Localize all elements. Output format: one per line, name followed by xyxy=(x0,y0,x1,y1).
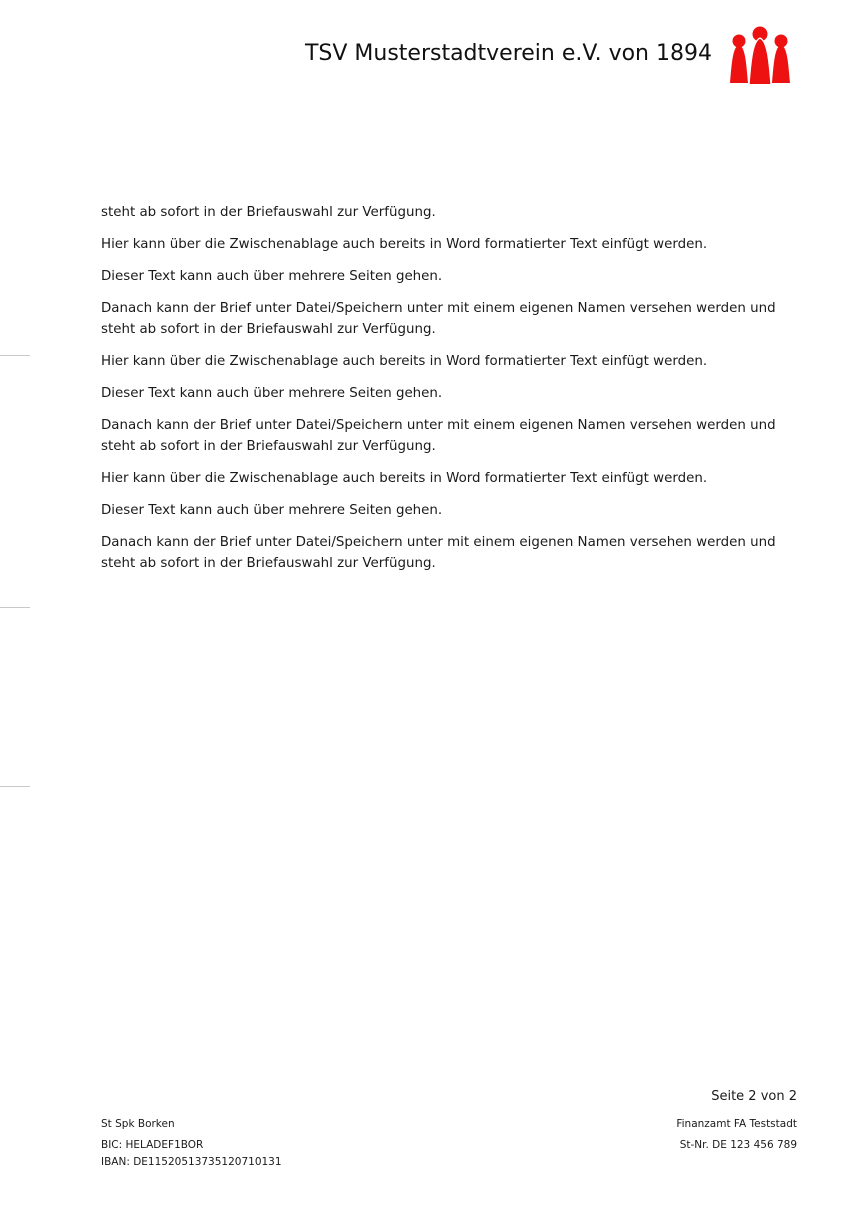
tax-office: Finanzamt FA Teststadt xyxy=(676,1118,797,1130)
body-line: Hier kann über die Zwischenablage auch bereits in Word formatierter Text einfügt werden. xyxy=(101,471,708,486)
body-line: Dieser Text kann auch über mehrere Seiten gehen. xyxy=(101,269,443,284)
body-line: steht ab sofort in der Briefauswahl zur Verfügung. xyxy=(101,322,436,337)
body-line: Hier kann über die Zwischenablage auch bereits in Word formatierter Text einfügt werden. xyxy=(101,237,708,252)
bank-details xyxy=(101,1116,282,1171)
red-game-figures-icon xyxy=(728,26,792,86)
body-line: Hier kann über die Zwischenablage auch bereits in Word formatierter Text einfügt werden. xyxy=(101,354,708,369)
body-paragraph xyxy=(101,298,781,340)
body-paragraph xyxy=(101,266,781,287)
tax-number: St-Nr. DE 123 456 789 xyxy=(679,1139,797,1151)
body-paragraph xyxy=(101,532,781,574)
letter-body xyxy=(101,202,781,585)
body-line: steht ab sofort in der Briefauswahl zur Verfügung. xyxy=(101,439,436,454)
body-paragraph xyxy=(101,351,781,372)
punch-mark xyxy=(0,607,30,608)
tax-details xyxy=(676,1116,797,1154)
body-paragraph xyxy=(101,468,781,489)
bic: BIC: HELADEF1BOR xyxy=(101,1139,204,1151)
body-line: steht ab sofort in der Briefauswahl zur Verfügung. xyxy=(101,556,436,571)
body-line: Dieser Text kann auch über mehrere Seiten gehen. xyxy=(101,386,443,401)
fold-mark-bottom xyxy=(0,786,30,787)
body-line: Dieser Text kann auch über mehrere Seiten gehen. xyxy=(101,503,443,518)
body-line: Danach kann der Brief unter Datei/Speichern unter mit einem eigenen Namen versehen werden und xyxy=(101,535,776,550)
body-line: steht ab sofort in der Briefauswahl zur Verfügung. xyxy=(101,205,436,220)
fold-mark-top xyxy=(0,355,30,356)
body-line: Danach kann der Brief unter Datei/Speichern unter mit einem eigenen Namen versehen werden und xyxy=(101,418,776,433)
body-paragraph xyxy=(101,234,781,255)
iban: IBAN: DE11520513735120710131 xyxy=(101,1156,282,1168)
body-paragraph xyxy=(101,415,781,457)
body-line: Danach kann der Brief unter Datei/Speichern unter mit einem eigenen Namen versehen werden und xyxy=(101,301,776,316)
body-paragraph xyxy=(101,500,781,521)
bank-name: St Spk Borken xyxy=(101,1118,175,1130)
body-paragraph xyxy=(101,383,781,404)
club-name-header: TSV Musterstadtverein e.V. von 1894 xyxy=(304,41,712,66)
body-paragraph xyxy=(101,202,781,223)
page-number: Seite 2 von 2 xyxy=(711,1089,797,1104)
